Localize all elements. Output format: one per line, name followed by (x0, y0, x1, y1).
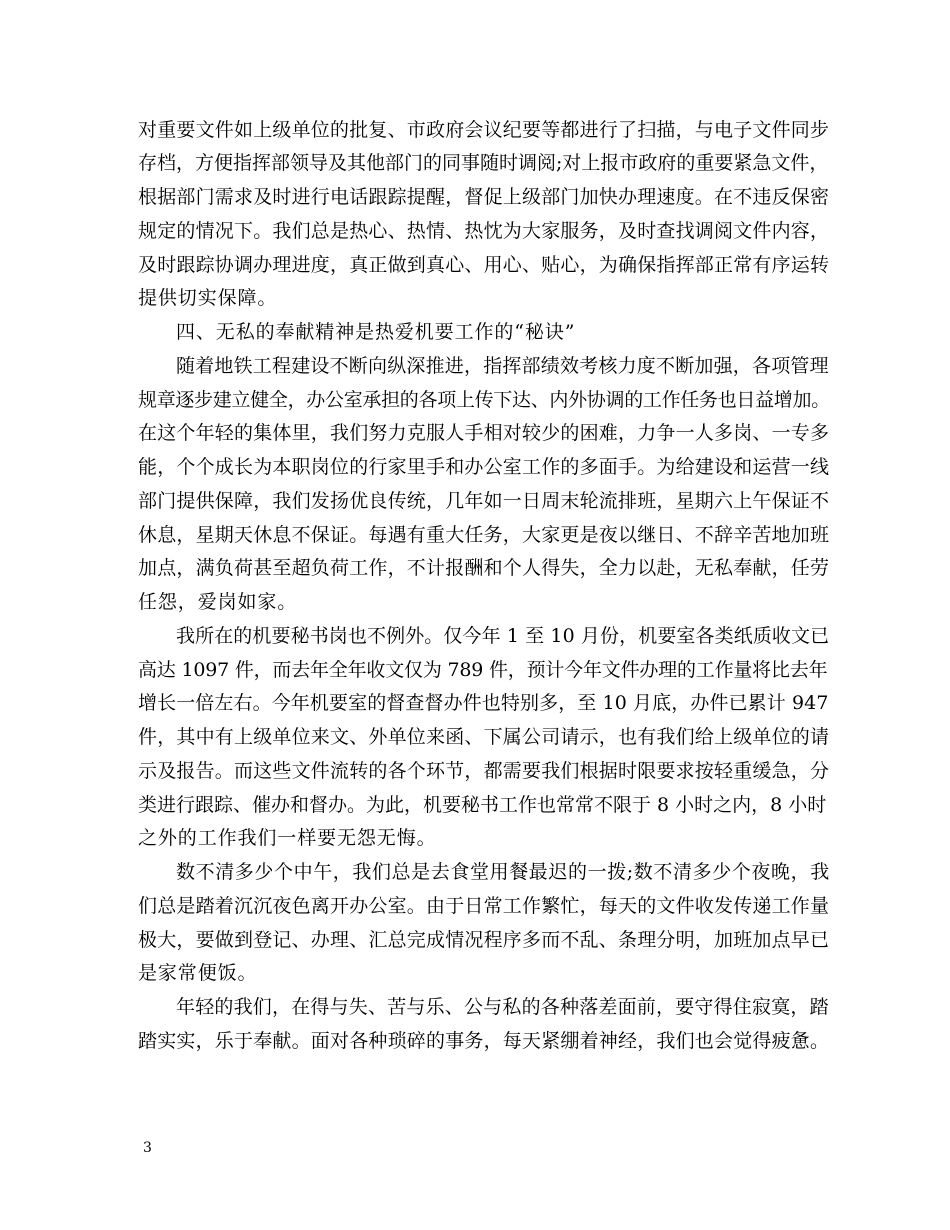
text-line: 任怨，爱岗如家。 (138, 591, 298, 613)
text-line: 之外的工作我们一样要无怨无悔。 (138, 827, 437, 849)
section-heading: 四、无私的奉献精神是热爱机要工作的“秘诀” (176, 321, 576, 343)
text-line: 随着地铁工程建设不断向纵深推进，指挥部绩效考核力度不断加强，各项管理 (176, 355, 829, 377)
text-line: 踏实实，乐于奉献。面对各种琐碎的事务，每天紧绷着神经，我们也会觉得疲惫。 (138, 1030, 830, 1052)
text-line: 数不清多少个中午，我们总是去食堂用餐最迟的一拨;数不清多少个夜晚，我 (176, 861, 830, 883)
text-line: 提供切实保障。 (138, 287, 278, 309)
text-line: 年轻的我们，在得与失、苦与乐、公与私的各种落差面前，要守得住寂寞，踏 (176, 996, 829, 1018)
page-number: 3 (143, 1140, 152, 1156)
text-line: 件，其中有上级单位来文、外单位来函、下属公司请示，也有我们给上级单位的请 (138, 726, 830, 748)
text-line: 是家常便饭。 (138, 962, 258, 984)
text-line: 们总是踏着沉沉夜色离开办公室。由于日常工作繁忙，每天的文件收发传递工作量 (138, 895, 830, 917)
text-line: 我所在的机要秘书岗也不例外。仅今年 1 至 10 月份，机要室各类纸质收文已 (176, 625, 830, 647)
text-line: 能，个个成长为本职岗位的行家里手和办公室工作的多面手。为给建设和运营一线 (138, 456, 830, 478)
text-line: 部门提供保障，我们发扬优良传统，几年如一日周末轮流排班，星期六上午保证不 (138, 490, 830, 512)
text-line: 规章逐步建立健全，办公室承担的各项上传下达、内外协调的工作任务也日益增加。 (138, 389, 830, 411)
text-line: 增长一倍左右。今年机要室的督查督办件也特别多，至 10 月底，办件已累计 947 (138, 692, 829, 714)
text-line: 对重要文件如上级单位的批复、市政府会议纪要等都进行了扫描，与电子文件同步 (138, 119, 830, 141)
text-line: 在这个年轻的集体里，我们努力克服人手相对较少的困难，力争一人多岗、一专多 (138, 422, 830, 444)
text-line: 存档，方便指挥部领导及其他部门的同事随时调阅;对上报市政府的重要紧急文件， (138, 152, 829, 174)
text-line: 高达 1097 件，而去年全年收文仅为 789 件，预计今年文件办理的工作量将比去年 (138, 659, 828, 681)
text-line: 类进行跟踪、催办和督办。为此，机要秘书工作也常常不限于 8 小时之内，8 小时 (138, 794, 827, 816)
text-line: 极大，要做到登记、办理、汇总完成情况程序多而不乱、条理分明，加班加点早已 (138, 929, 830, 951)
text-line: 示及报告。而这些文件流转的各个环节，都需要我们根据时限要求按轻重缓急，分 (138, 760, 830, 782)
text-line: 休息，星期天休息不保证。每遇有重大任务，大家更是夜以继日、不辞辛苦地加班 (138, 524, 830, 546)
text-line: 规定的情况下。我们总是热心、热情、热忱为大家服务，及时查找调阅文件内容， (138, 220, 830, 242)
text-line: 及时跟踪协调办理进度，真正做到真心、用心、贴心，为确保指挥部正常有序运转 (138, 254, 830, 276)
text-line: 加点，满负荷甚至超负荷工作，不计报酬和个人得失，全力以赴，无私奉献，任劳 (138, 557, 830, 579)
text-line: 根据部门需求及时进行电话跟踪提醒，督促上级部门加快办理速度。在不违反保密 (138, 186, 830, 208)
